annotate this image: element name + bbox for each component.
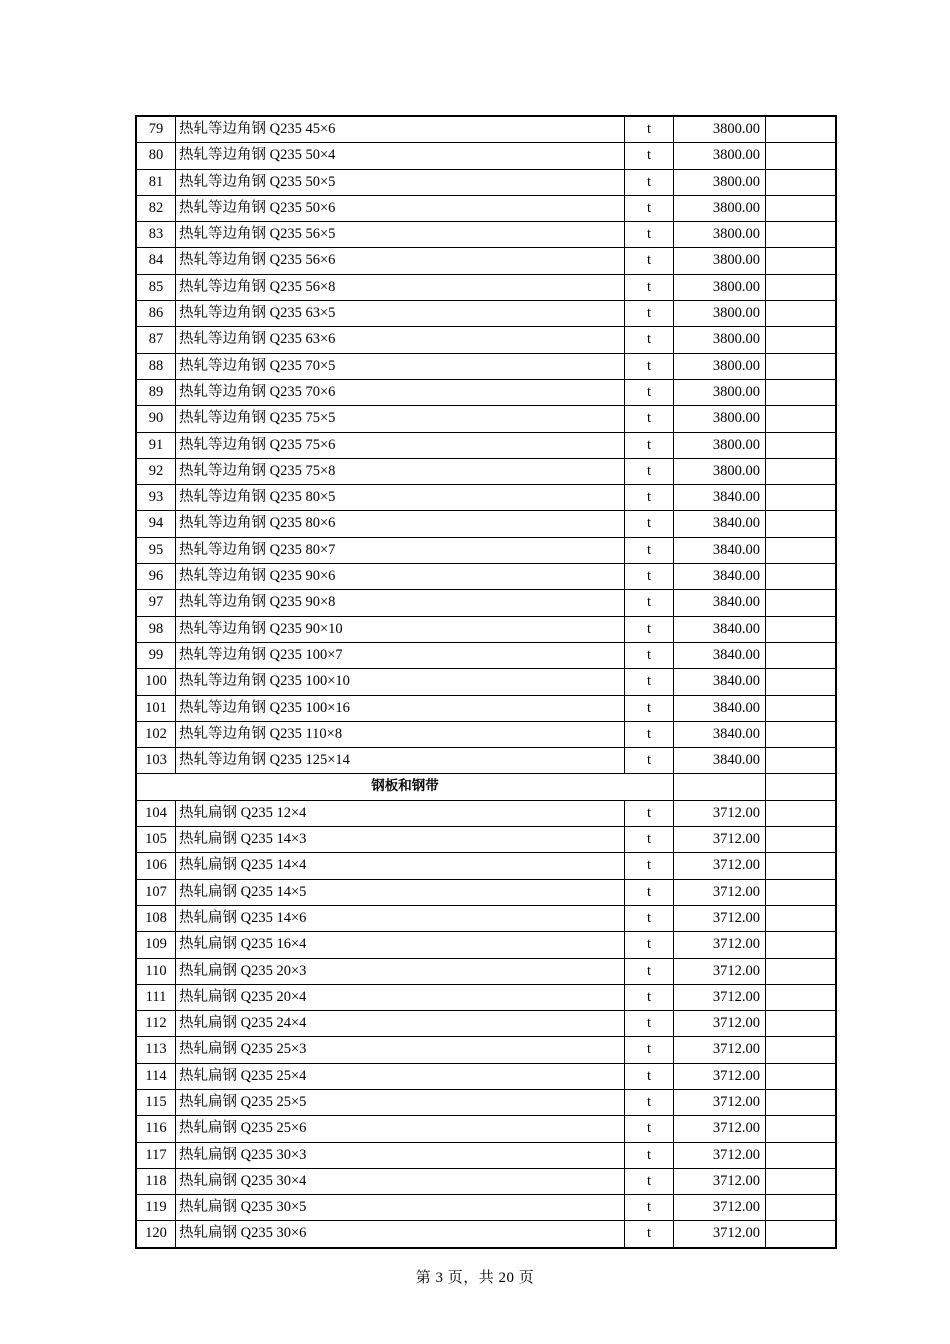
table-row: [136, 301, 836, 327]
item-price: 3800.00: [674, 169, 766, 195]
item-unit: t: [625, 537, 674, 563]
item-unit: t: [625, 195, 674, 221]
item-unit: t: [625, 1063, 674, 1089]
item-unit: t: [625, 301, 674, 327]
item-note: [766, 327, 837, 353]
item-unit: t: [625, 642, 674, 668]
table-row: [136, 853, 836, 879]
item-note: [766, 695, 837, 721]
item-name: 热轧等边角钢 Q235 63×6: [176, 327, 625, 353]
row-number: 106: [136, 853, 176, 879]
item-name: 热轧等边角钢 Q235 63×5: [176, 301, 625, 327]
item-unit: t: [625, 327, 674, 353]
item-unit: t: [625, 169, 674, 195]
row-number: 97: [136, 590, 176, 616]
row-number: 93: [136, 485, 176, 511]
item-name: 热轧扁钢 Q235 25×4: [176, 1063, 625, 1089]
item-name: 热轧等边角钢 Q235 45×6: [176, 116, 625, 143]
row-number: 85: [136, 274, 176, 300]
item-price: 3840.00: [674, 511, 766, 537]
item-unit: t: [625, 590, 674, 616]
item-note: [766, 800, 837, 826]
item-note: [766, 458, 837, 484]
item-note: [766, 905, 837, 931]
row-number: 95: [136, 537, 176, 563]
item-unit: t: [625, 143, 674, 169]
row-number: 107: [136, 879, 176, 905]
row-number: 91: [136, 432, 176, 458]
table-row: [136, 590, 836, 616]
item-price: 3840.00: [674, 642, 766, 668]
item-price: 3712.00: [674, 1221, 766, 1248]
table-row: [136, 800, 836, 826]
item-note: [766, 116, 837, 143]
item-unit: t: [625, 222, 674, 248]
item-name: 热轧扁钢 Q235 16×4: [176, 932, 625, 958]
row-number: 111: [136, 984, 176, 1010]
item-note: [766, 248, 837, 274]
row-number: 120: [136, 1221, 176, 1248]
item-unit: t: [625, 379, 674, 405]
item-unit: t: [625, 1116, 674, 1142]
item-name: 热轧等边角钢 Q235 90×8: [176, 590, 625, 616]
item-unit: t: [625, 721, 674, 747]
item-name: 热轧扁钢 Q235 25×3: [176, 1037, 625, 1063]
table-row: [136, 432, 836, 458]
section-row: [136, 774, 836, 800]
row-number: 116: [136, 1116, 176, 1142]
row-number: 80: [136, 143, 176, 169]
item-unit: t: [625, 616, 674, 642]
item-note: [766, 301, 837, 327]
item-note: [766, 537, 837, 563]
row-number: 89: [136, 379, 176, 405]
row-number: 94: [136, 511, 176, 537]
row-number: 105: [136, 827, 176, 853]
item-unit: t: [625, 248, 674, 274]
item-price: 3800.00: [674, 432, 766, 458]
row-number: 79: [136, 116, 176, 143]
item-name: 热轧等边角钢 Q235 50×6: [176, 195, 625, 221]
item-name: 热轧扁钢 Q235 30×5: [176, 1195, 625, 1221]
item-note: [766, 827, 837, 853]
item-unit: t: [625, 748, 674, 774]
item-name: 热轧扁钢 Q235 20×3: [176, 958, 625, 984]
item-note: [766, 616, 837, 642]
item-name: 热轧等边角钢 Q235 100×10: [176, 669, 625, 695]
item-note: [766, 879, 837, 905]
item-note: [766, 1142, 837, 1168]
item-unit: t: [625, 1221, 674, 1248]
item-note: [766, 1116, 837, 1142]
table-row: [136, 1168, 836, 1194]
table-row: [136, 353, 836, 379]
table-row: [136, 642, 836, 668]
table-row: [136, 695, 836, 721]
row-number: 98: [136, 616, 176, 642]
page-footer: 第 3 页，共 20 页: [415, 1270, 535, 1286]
item-note: [766, 222, 837, 248]
row-number: 99: [136, 642, 176, 668]
item-name: 热轧等边角钢 Q235 50×5: [176, 169, 625, 195]
item-unit: t: [625, 511, 674, 537]
item-price: 3712.00: [674, 1168, 766, 1194]
item-name: 热轧等边角钢 Q235 80×5: [176, 485, 625, 511]
item-unit: t: [625, 1089, 674, 1115]
item-note: [766, 432, 837, 458]
item-name: 热轧扁钢 Q235 24×4: [176, 1011, 625, 1037]
item-unit: t: [625, 1195, 674, 1221]
table-row: [136, 537, 836, 563]
item-unit: t: [625, 406, 674, 432]
item-note: [766, 774, 837, 800]
row-number: 115: [136, 1089, 176, 1115]
item-price: 3840.00: [674, 748, 766, 774]
table-row: [136, 379, 836, 405]
row-number: 84: [136, 248, 176, 274]
table-row: [136, 1195, 836, 1221]
item-price: 3800.00: [674, 143, 766, 169]
item-name: 热轧扁钢 Q235 12×4: [176, 800, 625, 826]
item-unit: t: [625, 879, 674, 905]
row-number: 109: [136, 932, 176, 958]
table-row: [136, 116, 836, 143]
item-unit: t: [625, 353, 674, 379]
item-price: 3800.00: [674, 458, 766, 484]
item-name: 热轧等边角钢 Q235 75×6: [176, 432, 625, 458]
item-note: [766, 642, 837, 668]
item-price: 3800.00: [674, 353, 766, 379]
table-row: [136, 1089, 836, 1115]
item-unit: t: [625, 958, 674, 984]
table-row: [136, 511, 836, 537]
item-note: [766, 1063, 837, 1089]
item-price: 3840.00: [674, 616, 766, 642]
item-unit: t: [625, 984, 674, 1010]
item-name: 热轧扁钢 Q235 30×3: [176, 1142, 625, 1168]
item-unit: t: [625, 800, 674, 826]
row-number: 92: [136, 458, 176, 484]
item-note: [766, 1221, 837, 1248]
table-row: [136, 984, 836, 1010]
table-row: [136, 721, 836, 747]
item-price: 3712.00: [674, 1142, 766, 1168]
table-row: [136, 1116, 836, 1142]
item-note: [766, 274, 837, 300]
table-row: [136, 905, 836, 931]
item-note: [766, 669, 837, 695]
item-name: 热轧等边角钢 Q235 100×16: [176, 695, 625, 721]
item-price: 3712.00: [674, 1063, 766, 1089]
item-price: 3840.00: [674, 537, 766, 563]
item-note: [766, 590, 837, 616]
item-note: [766, 853, 837, 879]
item-name: 热轧扁钢 Q235 14×6: [176, 905, 625, 931]
row-number: 104: [136, 800, 176, 826]
item-unit: t: [625, 1011, 674, 1037]
item-unit: t: [625, 905, 674, 931]
item-name: 热轧等边角钢 Q235 90×10: [176, 616, 625, 642]
item-note: [766, 379, 837, 405]
table-row: [136, 1142, 836, 1168]
item-note: [766, 143, 837, 169]
item-price: 3712.00: [674, 905, 766, 931]
item-unit: t: [625, 432, 674, 458]
price-table-body: [136, 116, 836, 1248]
table-row: [136, 669, 836, 695]
item-price: 3800.00: [674, 222, 766, 248]
row-number: 110: [136, 958, 176, 984]
item-price: 3712.00: [674, 1037, 766, 1063]
table-row: [136, 616, 836, 642]
item-price: 3712.00: [674, 958, 766, 984]
item-note: [766, 1037, 837, 1063]
table-row: [136, 169, 836, 195]
item-unit: t: [625, 1168, 674, 1194]
row-number: 86: [136, 301, 176, 327]
row-number: 113: [136, 1037, 176, 1063]
item-unit: t: [625, 1142, 674, 1168]
item-price: 3712.00: [674, 932, 766, 958]
item-note: [766, 353, 837, 379]
row-number: 83: [136, 222, 176, 248]
row-number: 101: [136, 695, 176, 721]
item-price: 3712.00: [674, 984, 766, 1010]
item-note: [766, 748, 837, 774]
table-row: [136, 458, 836, 484]
item-name: 热轧扁钢 Q235 30×6: [176, 1221, 625, 1248]
table-row: [136, 274, 836, 300]
table-row: [136, 327, 836, 353]
row-number: 88: [136, 353, 176, 379]
item-name: 热轧扁钢 Q235 30×4: [176, 1168, 625, 1194]
item-note: [766, 1089, 837, 1115]
item-name: 热轧等边角钢 Q235 75×5: [176, 406, 625, 432]
item-price: 3712.00: [674, 853, 766, 879]
table-row: [136, 406, 836, 432]
row-number: 102: [136, 721, 176, 747]
table-row: [136, 1037, 836, 1063]
item-price: 3800.00: [674, 301, 766, 327]
item-note: [766, 511, 837, 537]
item-price: 3712.00: [674, 827, 766, 853]
table-row: [136, 143, 836, 169]
item-note: [766, 169, 837, 195]
row-number: 119: [136, 1195, 176, 1221]
item-price: 3800.00: [674, 195, 766, 221]
item-price: 3840.00: [674, 485, 766, 511]
item-note: [766, 564, 837, 590]
row-number: 82: [136, 195, 176, 221]
item-name: 热轧等边角钢 Q235 100×7: [176, 642, 625, 668]
section-title: 钢板和钢带: [136, 774, 674, 800]
item-price: 3800.00: [674, 248, 766, 274]
item-unit: t: [625, 695, 674, 721]
item-price: 3840.00: [674, 564, 766, 590]
item-name: 热轧等边角钢 Q235 70×5: [176, 353, 625, 379]
table-row: [136, 932, 836, 958]
item-name: 热轧等边角钢 Q235 125×14: [176, 748, 625, 774]
row-number: 118: [136, 1168, 176, 1194]
item-unit: t: [625, 853, 674, 879]
item-note: [766, 984, 837, 1010]
row-number: 114: [136, 1063, 176, 1089]
item-price: 3840.00: [674, 695, 766, 721]
item-unit: t: [625, 669, 674, 695]
item-note: [766, 485, 837, 511]
item-price: 3840.00: [674, 669, 766, 695]
item-name: 热轧等边角钢 Q235 80×6: [176, 511, 625, 537]
table-row: [136, 248, 836, 274]
item-unit: t: [625, 485, 674, 511]
item-note: [766, 1011, 837, 1037]
item-name: 热轧等边角钢 Q235 56×5: [176, 222, 625, 248]
item-price: 3800.00: [674, 327, 766, 353]
item-name: 热轧等边角钢 Q235 80×7: [176, 537, 625, 563]
item-name: 热轧等边角钢 Q235 75×8: [176, 458, 625, 484]
table-row: [136, 1063, 836, 1089]
table-row: [136, 195, 836, 221]
item-price: 3800.00: [674, 274, 766, 300]
item-price: 3712.00: [674, 800, 766, 826]
row-number: 81: [136, 169, 176, 195]
item-note: [766, 721, 837, 747]
row-number: 87: [136, 327, 176, 353]
item-name: 热轧等边角钢 Q235 56×8: [176, 274, 625, 300]
item-price: 3712.00: [674, 1089, 766, 1115]
row-number: 96: [136, 564, 176, 590]
item-name: 热轧等边角钢 Q235 110×8: [176, 721, 625, 747]
table-row: [136, 1011, 836, 1037]
item-unit: t: [625, 274, 674, 300]
item-note: [766, 406, 837, 432]
item-name: 热轧等边角钢 Q235 50×4: [176, 143, 625, 169]
item-name: 热轧扁钢 Q235 14×5: [176, 879, 625, 905]
row-number: 90: [136, 406, 176, 432]
item-name: 热轧扁钢 Q235 25×6: [176, 1116, 625, 1142]
table-row: [136, 827, 836, 853]
table-row: [136, 958, 836, 984]
item-name: 热轧等边角钢 Q235 90×6: [176, 564, 625, 590]
row-number: 117: [136, 1142, 176, 1168]
price-table: [135, 115, 837, 1249]
item-note: [766, 1195, 837, 1221]
table-row: [136, 748, 836, 774]
table-row: [136, 222, 836, 248]
item-note: [766, 195, 837, 221]
item-name: 热轧等边角钢 Q235 56×6: [176, 248, 625, 274]
item-price: 3712.00: [674, 1195, 766, 1221]
item-name: 热轧扁钢 Q235 14×3: [176, 827, 625, 853]
item-price: 3840.00: [674, 590, 766, 616]
row-number: 100: [136, 669, 176, 695]
item-unit: t: [625, 1037, 674, 1063]
item-unit: t: [625, 932, 674, 958]
item-name: 热轧扁钢 Q235 25×5: [176, 1089, 625, 1115]
item-price: 3712.00: [674, 1011, 766, 1037]
item-price: 3800.00: [674, 379, 766, 405]
row-number: 103: [136, 748, 176, 774]
table-row: [136, 1221, 836, 1248]
item-price: 3712.00: [674, 879, 766, 905]
item-price: 3712.00: [674, 1116, 766, 1142]
row-number: 108: [136, 905, 176, 931]
item-note: [766, 958, 837, 984]
item-note: [766, 1168, 837, 1194]
item-name: 热轧扁钢 Q235 14×4: [176, 853, 625, 879]
item-note: [766, 932, 837, 958]
item-name: 热轧扁钢 Q235 20×4: [176, 984, 625, 1010]
item-unit: t: [625, 116, 674, 143]
item-name: 热轧等边角钢 Q235 70×6: [176, 379, 625, 405]
item-price: 3840.00: [674, 721, 766, 747]
table-row: [136, 879, 836, 905]
item-unit: t: [625, 458, 674, 484]
item-unit: t: [625, 827, 674, 853]
item-price: 3800.00: [674, 116, 766, 143]
row-number: 112: [136, 1011, 176, 1037]
item-price: 3800.00: [674, 406, 766, 432]
item-price: [674, 774, 766, 800]
table-row: [136, 485, 836, 511]
item-unit: t: [625, 564, 674, 590]
table-row: [136, 564, 836, 590]
